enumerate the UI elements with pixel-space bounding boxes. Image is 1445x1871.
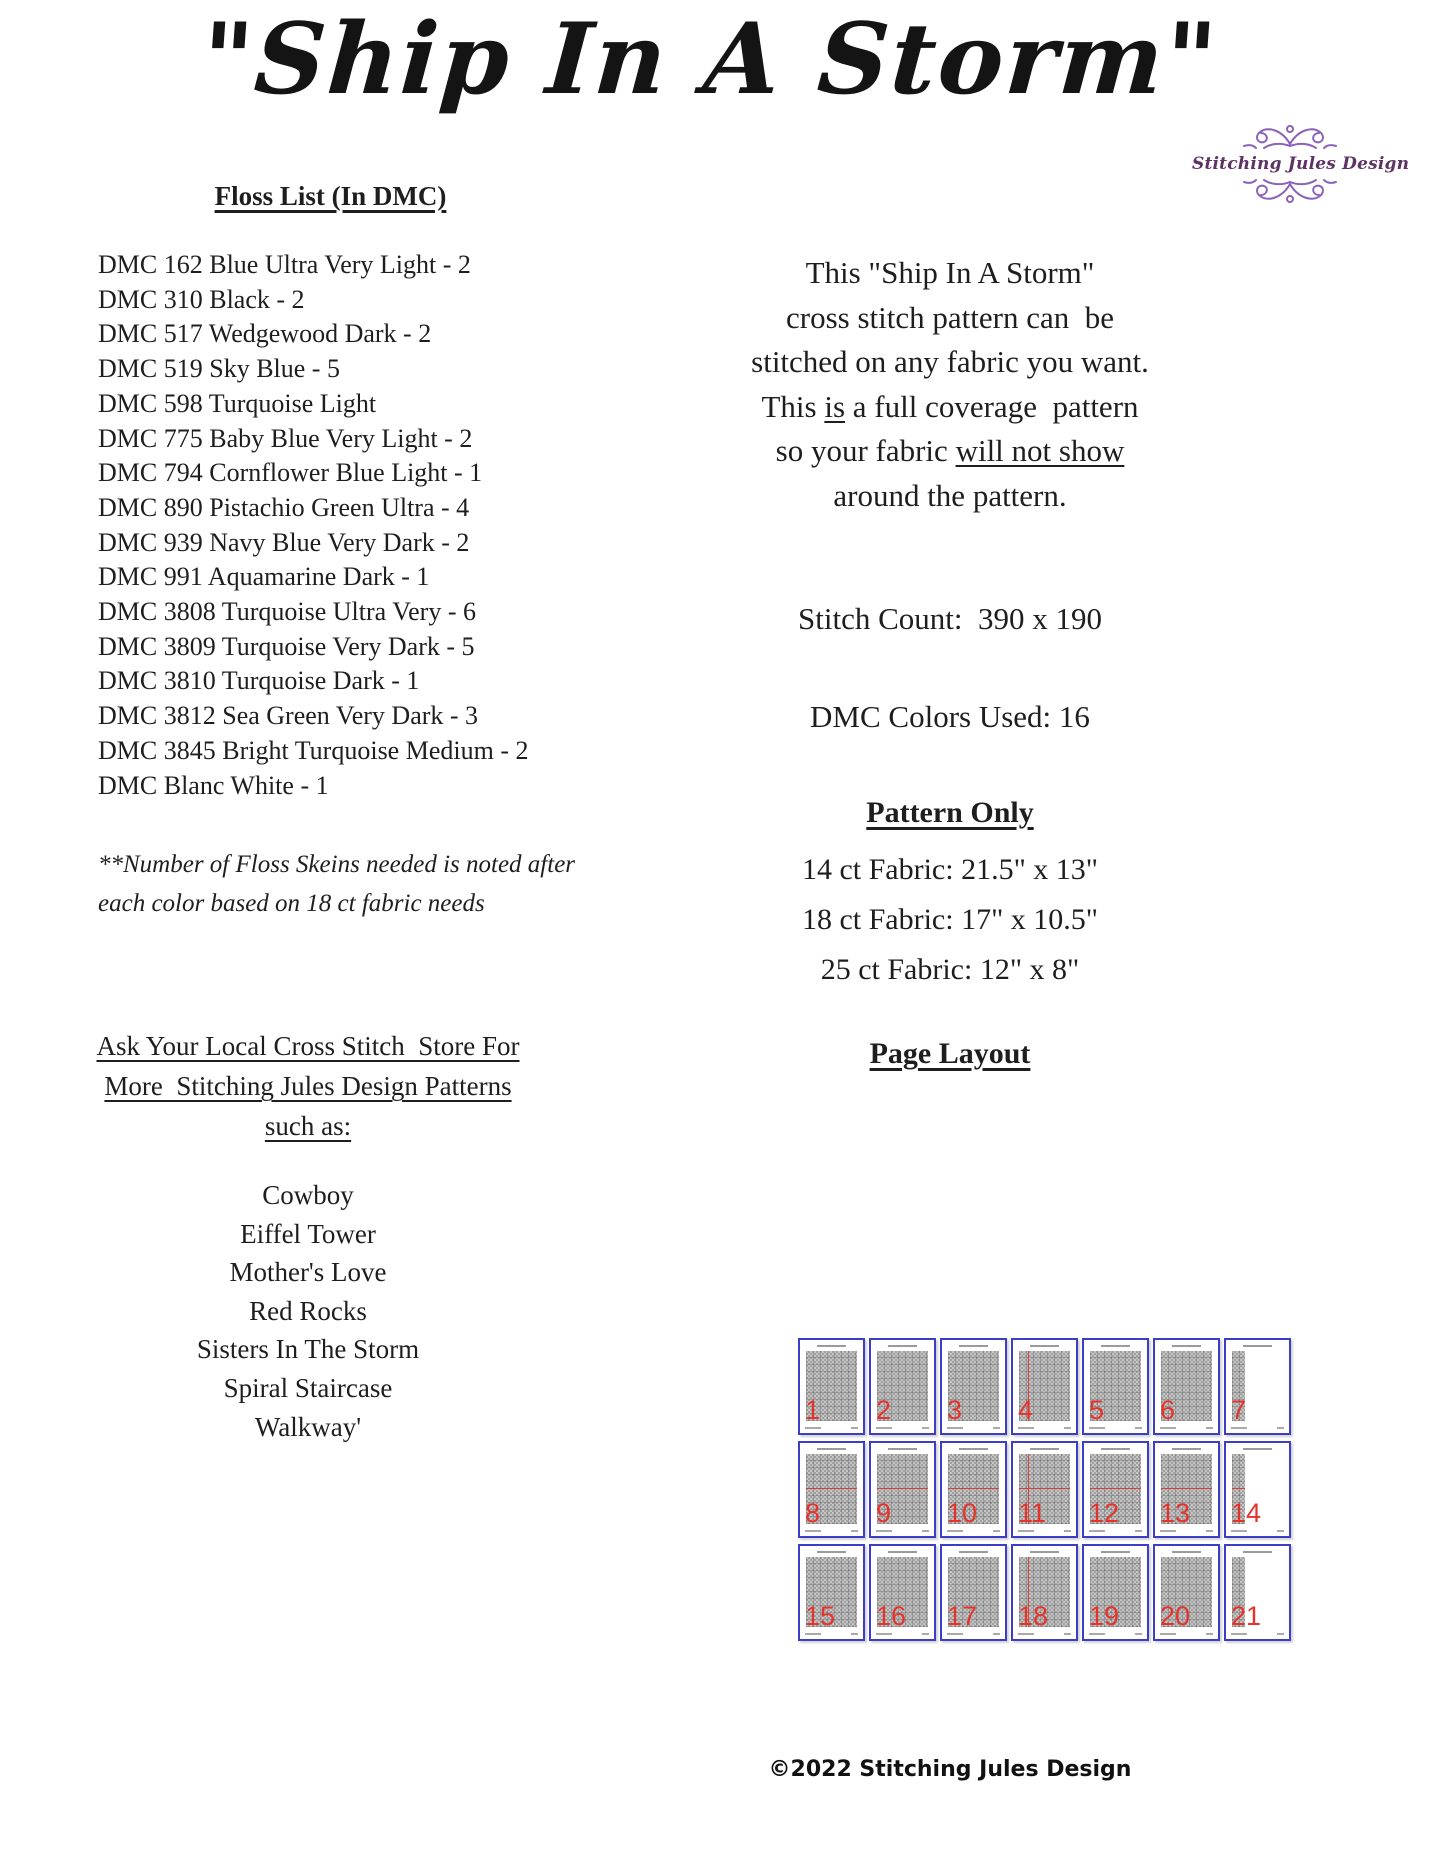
thumbnail-title-bar xyxy=(1101,1551,1130,1553)
thumbnail-title-bar xyxy=(1243,1551,1272,1553)
thumbnail-title-bar xyxy=(1172,1345,1201,1347)
fabric-size-line: 25 ct Fabric: 12" x 8" xyxy=(820,953,1080,986)
pattern-name-item: Sisters In The Storm xyxy=(196,1334,420,1365)
page-number: 5 xyxy=(1089,1395,1105,1425)
description-line2: cross stitch pattern can be xyxy=(786,299,1114,335)
page-number: 7 xyxy=(1231,1395,1247,1425)
pattern-name-item: Mother's Love xyxy=(229,1257,387,1288)
page-number: 6 xyxy=(1160,1395,1176,1425)
thumbnail-footer-bar xyxy=(947,1633,1000,1635)
page-thumbnail xyxy=(869,1544,936,1641)
floss-item: DMC 939 Navy Blue Very Dark - 2 xyxy=(98,527,470,557)
pattern-name-item: Walkway' xyxy=(254,1411,362,1442)
floss-item: DMC 3809 Turquoise Very Dark - 5 xyxy=(98,631,475,661)
thumbnail-footer-bar xyxy=(1160,1427,1213,1429)
thumbnail-title-bar xyxy=(888,1551,917,1553)
thumbnail-footer-bar xyxy=(876,1427,929,1429)
center-hline-marker xyxy=(1232,1488,1245,1489)
thumbnail-title-bar xyxy=(1172,1448,1201,1450)
page-number: 19 xyxy=(1089,1601,1120,1631)
store-promo-line1: Ask Your Local Cross Stitch Store For xyxy=(96,1031,520,1061)
page-number: 2 xyxy=(876,1395,892,1425)
center-hline-marker xyxy=(948,1488,999,1489)
floss-item: DMC 991 Aquamarine Dark - 1 xyxy=(98,562,430,592)
page-number: 8 xyxy=(805,1498,821,1528)
page-number: 18 xyxy=(1018,1601,1049,1631)
pattern-name-list xyxy=(88,1176,528,1446)
stitch-count: Stitch Count: 390 x 190 xyxy=(798,601,1102,636)
floss-list xyxy=(98,248,578,803)
thumbnail-title-bar xyxy=(1101,1448,1130,1450)
page-number: 3 xyxy=(947,1395,963,1425)
thumbnail-title-bar xyxy=(1101,1345,1130,1347)
page-thumbnail xyxy=(869,1441,936,1538)
center-hline-marker xyxy=(1019,1488,1070,1489)
page-layout-heading: Page Layout xyxy=(869,1037,1031,1070)
page-thumbnail xyxy=(940,1441,1007,1538)
thumbnail-footer-bar xyxy=(805,1633,858,1635)
center-hline-marker xyxy=(1090,1488,1141,1489)
description-line6: around the pattern. xyxy=(833,477,1067,513)
page-thumbnail xyxy=(1011,1441,1078,1538)
thumbnail-title-bar xyxy=(817,1551,846,1553)
thumbnail-title-bar xyxy=(817,1345,846,1347)
store-promo-line3: such as: xyxy=(264,1111,352,1141)
thumbnail-footer-bar xyxy=(1018,1427,1071,1429)
thumbnail-footer-bar xyxy=(1231,1530,1284,1532)
thumbnail-title-bar xyxy=(959,1345,988,1347)
page-thumbnail xyxy=(798,1441,865,1538)
thumbnail-footer-bar xyxy=(1018,1633,1071,1635)
pattern-name-item: Red Rocks xyxy=(249,1295,367,1326)
page-number: 1 xyxy=(805,1395,821,1425)
pattern-description xyxy=(620,251,1280,518)
thumbnail-title-bar xyxy=(1030,1448,1059,1450)
thumbnail-footer-bar xyxy=(1231,1633,1284,1635)
page-layout-grid xyxy=(798,1338,1291,1641)
thumbnail-footer-bar xyxy=(1018,1530,1071,1532)
thumbnail-title-bar xyxy=(959,1551,988,1553)
page-number: 9 xyxy=(876,1498,892,1528)
center-hline-marker xyxy=(806,1488,857,1489)
thumbnail-title-bar xyxy=(1243,1345,1272,1347)
page-thumbnail xyxy=(1011,1544,1078,1641)
pattern-only-heading: Pattern Only xyxy=(866,796,1034,829)
page-thumbnail xyxy=(1224,1544,1291,1641)
brand-logo xyxy=(1192,120,1410,208)
page-thumbnail xyxy=(1224,1441,1291,1538)
pattern-name-item: Eiffel Tower xyxy=(240,1218,376,1249)
page-number: 10 xyxy=(947,1498,978,1528)
store-promo-heading xyxy=(88,1026,528,1146)
underlined-will-not-show: will not show xyxy=(955,433,1125,468)
page-number: 17 xyxy=(947,1601,978,1631)
page-thumbnail xyxy=(940,1338,1007,1435)
thumbnail-footer-bar xyxy=(1231,1427,1284,1429)
store-promo-line2: More Stitching Jules Design Patterns xyxy=(104,1071,512,1101)
page-number: 13 xyxy=(1160,1498,1191,1528)
thumbnail-footer-bar xyxy=(1089,1427,1142,1429)
page-number: 20 xyxy=(1160,1601,1191,1631)
floss-note xyxy=(98,845,578,923)
fabric-size-line: 14 ct Fabric: 21.5" x 13" xyxy=(801,853,1099,886)
thumbnail-title-bar xyxy=(1030,1551,1059,1553)
thumbnail-footer-bar xyxy=(1160,1633,1213,1635)
thumbnail-footer-bar xyxy=(1089,1633,1142,1635)
description-line1: This "Ship In A Storm" xyxy=(805,255,1095,290)
description-line3: stitched on any fabric you want. xyxy=(751,344,1149,379)
floss-item: DMC 890 Pistachio Green Ultra - 4 xyxy=(98,492,470,522)
page-thumbnail xyxy=(798,1338,865,1435)
thumbnail-title-bar xyxy=(1243,1448,1272,1450)
page-thumbnail xyxy=(1153,1441,1220,1538)
page-thumbnail xyxy=(1153,1338,1220,1435)
underlined-is: is xyxy=(824,388,846,424)
thumbnail-footer-bar xyxy=(805,1530,858,1532)
page-thumbnail xyxy=(1011,1338,1078,1435)
center-hline-marker xyxy=(1161,1488,1212,1489)
thumbnail-footer-bar xyxy=(876,1633,929,1635)
page-title: "Ship In A Storm" xyxy=(197,2,1223,117)
thumbnail-footer-bar xyxy=(947,1427,1000,1429)
center-hline-marker xyxy=(877,1488,928,1489)
floss-item: DMC 3845 Bright Turquoise Medium - 2 xyxy=(98,735,529,765)
thumbnail-title-bar xyxy=(888,1345,917,1347)
page-thumbnail xyxy=(1082,1544,1149,1641)
page-number: 21 xyxy=(1231,1601,1262,1631)
page-thumbnail xyxy=(1082,1441,1149,1538)
page-thumbnail xyxy=(1082,1338,1149,1435)
floss-item: DMC 775 Baby Blue Very Light - 2 xyxy=(98,423,473,453)
floss-item: DMC 794 Cornflower Blue Light - 1 xyxy=(98,458,483,488)
page-thumbnail xyxy=(1224,1338,1291,1435)
pattern-name-item: Cowboy xyxy=(262,1180,354,1210)
copyright-footer: ©2022 Stitching Jules Design xyxy=(768,1757,1132,1782)
thumbnail-title-bar xyxy=(959,1448,988,1450)
thumbnail-footer-bar xyxy=(1089,1530,1142,1532)
floss-item: DMC Blanc White - 1 xyxy=(98,770,329,800)
fabric-size-line: 18 ct Fabric: 17" x 10.5" xyxy=(801,903,1099,936)
brand-logo-text: Stitching Jules Design xyxy=(1192,154,1410,174)
fabric-size-list xyxy=(620,845,1280,995)
floss-item: DMC 3812 Sea Green Very Dark - 3 xyxy=(98,701,479,731)
floss-item: DMC 310 Black - 2 xyxy=(98,284,305,314)
logo-flourish-top-icon xyxy=(1230,120,1350,154)
page-number: 12 xyxy=(1089,1498,1120,1528)
page-number: 15 xyxy=(805,1601,836,1631)
floss-note-line2: each color based on 18 ct fabric needs xyxy=(98,890,485,917)
pattern-name-item: Spiral Staircase xyxy=(223,1372,393,1403)
floss-item: DMC 3808 Turquoise Ultra Very - 6 xyxy=(98,597,476,627)
page-thumbnail xyxy=(798,1544,865,1641)
thumbnail-footer-bar xyxy=(1160,1530,1213,1532)
page-thumbnail xyxy=(940,1544,1007,1641)
floss-item: DMC 517 Wedgewood Dark - 2 xyxy=(98,319,432,349)
thumbnail-title-bar xyxy=(1172,1551,1201,1553)
logo-flourish-bottom-icon xyxy=(1230,174,1350,208)
page-number: 4 xyxy=(1018,1395,1034,1425)
page-thumbnail xyxy=(1153,1544,1220,1641)
dmc-colors-used: DMC Colors Used: 16 xyxy=(810,699,1090,734)
floss-list-heading: Floss List (In DMC) xyxy=(214,181,447,211)
thumbnail-title-bar xyxy=(888,1448,917,1450)
thumbnail-footer-bar xyxy=(947,1530,1000,1532)
floss-item: DMC 162 Blue Ultra Very Light - 2 xyxy=(98,250,471,279)
floss-item: DMC 3810 Turquoise Dark - 1 xyxy=(98,666,420,696)
thumbnail-title-bar xyxy=(1030,1345,1059,1347)
floss-item: DMC 519 Sky Blue - 5 xyxy=(98,354,340,384)
description-line4: This is a full coverage pattern xyxy=(761,388,1139,424)
page-number: 16 xyxy=(876,1601,907,1631)
page-thumbnail xyxy=(869,1338,936,1435)
thumbnail-footer-bar xyxy=(805,1427,858,1429)
thumbnail-footer-bar xyxy=(876,1530,929,1532)
floss-item: DMC 598 Turquoise Light xyxy=(98,388,377,418)
floss-note-line1: **Number of Floss Skeins needed is noted after xyxy=(98,851,576,878)
thumbnail-title-bar xyxy=(817,1448,846,1450)
description-line5: so your fabric will not show xyxy=(775,433,1125,468)
page-number: 14 xyxy=(1231,1498,1262,1528)
page-number: 11 xyxy=(1018,1498,1047,1528)
